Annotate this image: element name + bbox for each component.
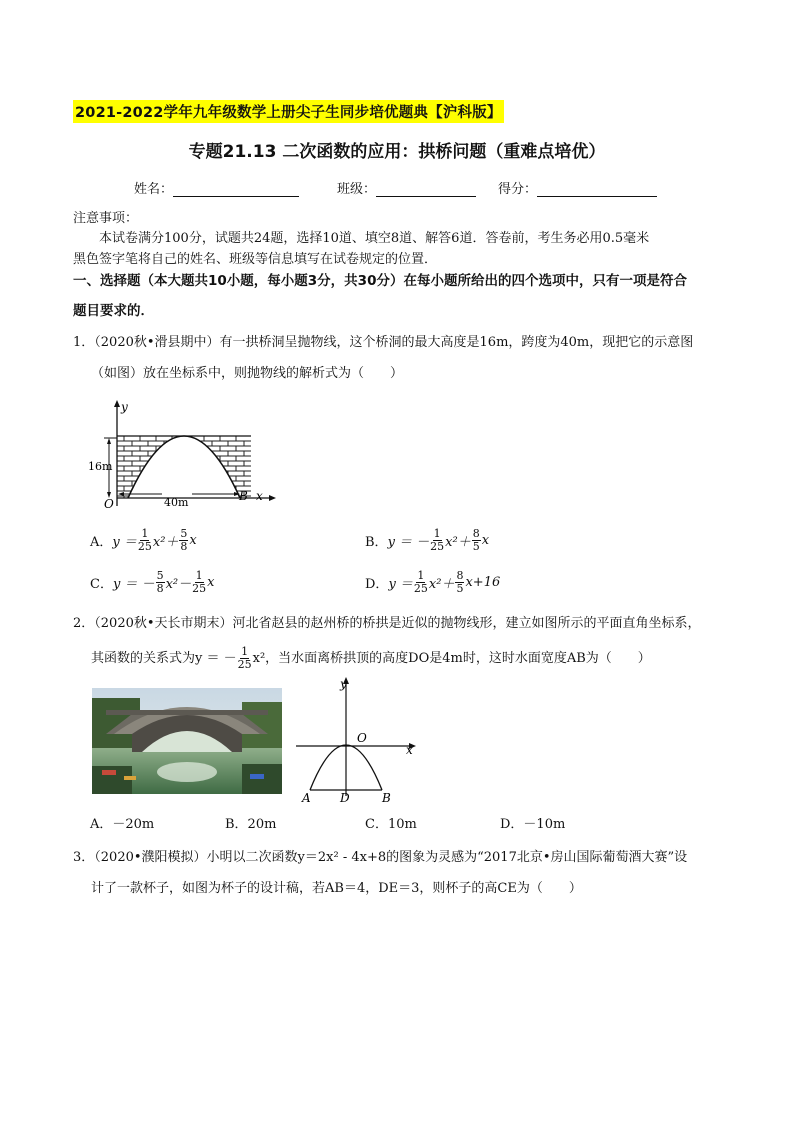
section-heading-line-2: 题目要求的．	[73, 303, 154, 319]
notice-line-2: 黑色签字笔将自己的姓名、班级等信息填写在试卷规定的位置．	[73, 252, 438, 267]
question-3	[73, 842, 735, 904]
question-1	[73, 327, 735, 389]
q1-option-c[interactable]: C． y ＝ － $\frac{5}{8}$ x²－ $\frac{1}{25}$ x	[90, 569, 215, 595]
class-blank[interactable]	[376, 182, 476, 197]
fig2-x-label: x	[406, 743, 413, 757]
fig1-y-label: y	[121, 400, 128, 414]
q2-option-b[interactable]: B．20m	[225, 817, 277, 832]
question-1-line-2: （如图）放在坐标系中，则抛物线的解析式为（ ）	[91, 366, 404, 381]
class-field	[337, 178, 476, 197]
question-2-line-2: 其函数的关系式为y ＝ － $\frac{1}{25}$ x²，当水面离桥拱顶的高度DO是4m时，这时水面宽度AB为（ ）	[91, 644, 651, 671]
q1-option-d[interactable]: D． y ＝ $\frac{1}{25}$ x²＋ $\frac{8}{5}$ x+16	[365, 569, 501, 595]
fig1-x-label: x	[256, 489, 263, 503]
fig2-y-label: y	[340, 677, 347, 691]
q2-option-c[interactable]: C．10m	[365, 817, 417, 832]
notice-title: 注意事项：	[73, 211, 139, 226]
name-label: 姓名：	[134, 182, 174, 197]
section-heading	[73, 266, 733, 326]
score-label: 得分：	[498, 182, 538, 197]
q1-option-b[interactable]: B． y ＝ － $\frac{1}{25}$ x²＋ $\frac{8}{5}$ x	[365, 527, 490, 553]
fig2-origin-label: O	[357, 731, 367, 745]
notice-line-1: 本试卷满分100分，试题共24题，选择10道、填空8道、解答6道．答卷前，考生务必用0.5毫米	[99, 231, 650, 246]
parabola-figure	[296, 672, 420, 804]
arch-bridge-figure	[84, 396, 284, 512]
name-field	[134, 178, 299, 197]
class-label: 班级：	[337, 182, 377, 197]
section-heading-line-1: 一、选择题（本大题共10小题，每小题3分，共30分）在每小题所给出的四个选项中，只有一项是符合	[73, 273, 687, 289]
series-tag: 2021-2022学年九年级数学上册尖子生同步培优题典【沪科版】	[73, 100, 504, 123]
question-2	[73, 608, 735, 677]
q2-option-a[interactable]: A．－20m	[90, 817, 155, 832]
fig1-b-label: B	[239, 489, 248, 503]
fig2-d-label: D	[340, 791, 350, 804]
question-1-line-1: 1．（2020秋•滑县期中）有一拱桥洞呈抛物线，这个桥洞的最大高度是16m，跨度为40m，现把它的示意图	[73, 335, 694, 350]
question-3-line-2: 计了一款杯子，如图为杯子的设计稿，若AB＝4，DE＝3，则杯子的高CE为（ ）	[91, 881, 582, 896]
page-title: 专题21.13 二次函数的应用：拱桥问题（重难点培优）	[188, 142, 606, 162]
student-info-row	[134, 178, 657, 197]
brick-wall	[117, 436, 251, 498]
fig2-b-label: B	[382, 791, 391, 804]
fig2-a-label: A	[302, 791, 311, 804]
q1-option-a[interactable]: A． y ＝ $\frac{1}{25}$ x²＋ $\frac{5}{8}$ x	[90, 527, 197, 553]
score-blank[interactable]	[537, 182, 657, 197]
fig1-origin-label: O	[104, 497, 114, 511]
question-3-line-1: 3．（2020•濮阳模拟）小明以二次函数y＝2x² - 4x+8的图象为灵感为“2017北京•房山国际葡萄酒大赛”设	[73, 850, 688, 865]
score-field	[498, 178, 657, 197]
q2-option-d[interactable]: D．－10m	[500, 817, 566, 832]
zhaozhou-bridge-photo	[92, 688, 282, 794]
fig1-height-label: 16m	[88, 460, 113, 473]
name-blank[interactable]	[173, 182, 299, 197]
fig1-width-label: 40m	[164, 496, 189, 509]
question-2-line-1: 2．（2020秋•天长市期末）河北省赵县的赵州桥的桥拱是近似的抛物线形，建立如图所示的平面直角坐标系，	[73, 616, 701, 631]
